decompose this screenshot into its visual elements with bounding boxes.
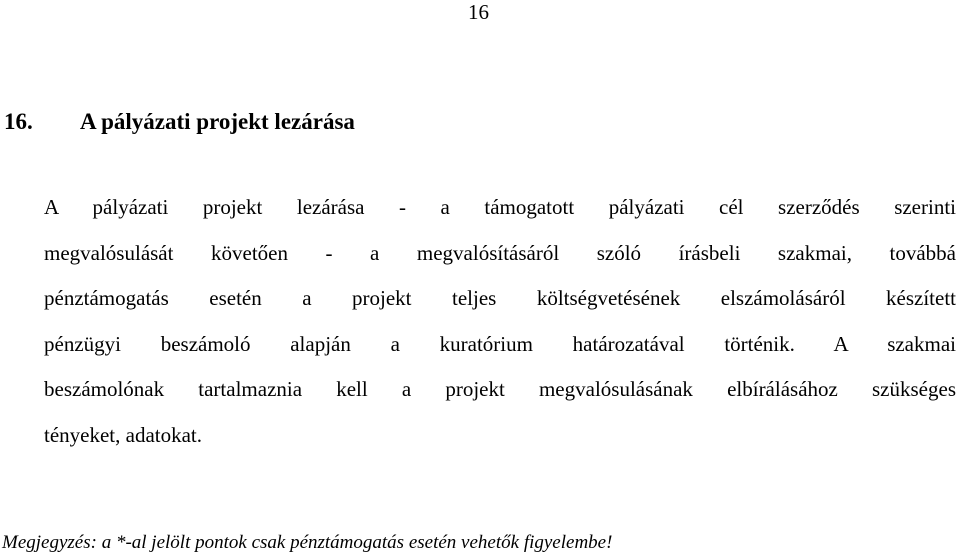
paragraph-line: tényeket, adatokat. <box>44 422 203 447</box>
paragraph-line: megvalósulását követően - a megvalósításáról szóló írásbeli szakmai, továbbá <box>44 240 956 265</box>
section-title: A pályázati projekt lezárása <box>80 109 355 134</box>
page-number: 16 <box>468 0 489 24</box>
paragraph-line: beszámolónak tartalmaznia kell a projekt megvalósulásának elbírálásához szükséges <box>44 377 956 401</box>
section-number: 16. <box>4 109 33 134</box>
paragraph-line: pénzügyi beszámoló alapján a kuratórium határozatával történik. A szakmai <box>44 331 956 356</box>
paragraph-line: pénztámogatás esetén a projekt teljes költségvetésének elszámolásáról készített <box>44 286 956 310</box>
section-heading <box>4 108 355 136</box>
body-paragraph <box>44 188 956 461</box>
footnote: Megjegyzés: a *-al jelölt pontok csak pénztámogatás esetén vehetők figyelembe! <box>2 532 613 553</box>
paragraph-line: A pályázati projekt lezárása - a támogatott pályázati cél szerződés szerinti <box>44 195 956 219</box>
